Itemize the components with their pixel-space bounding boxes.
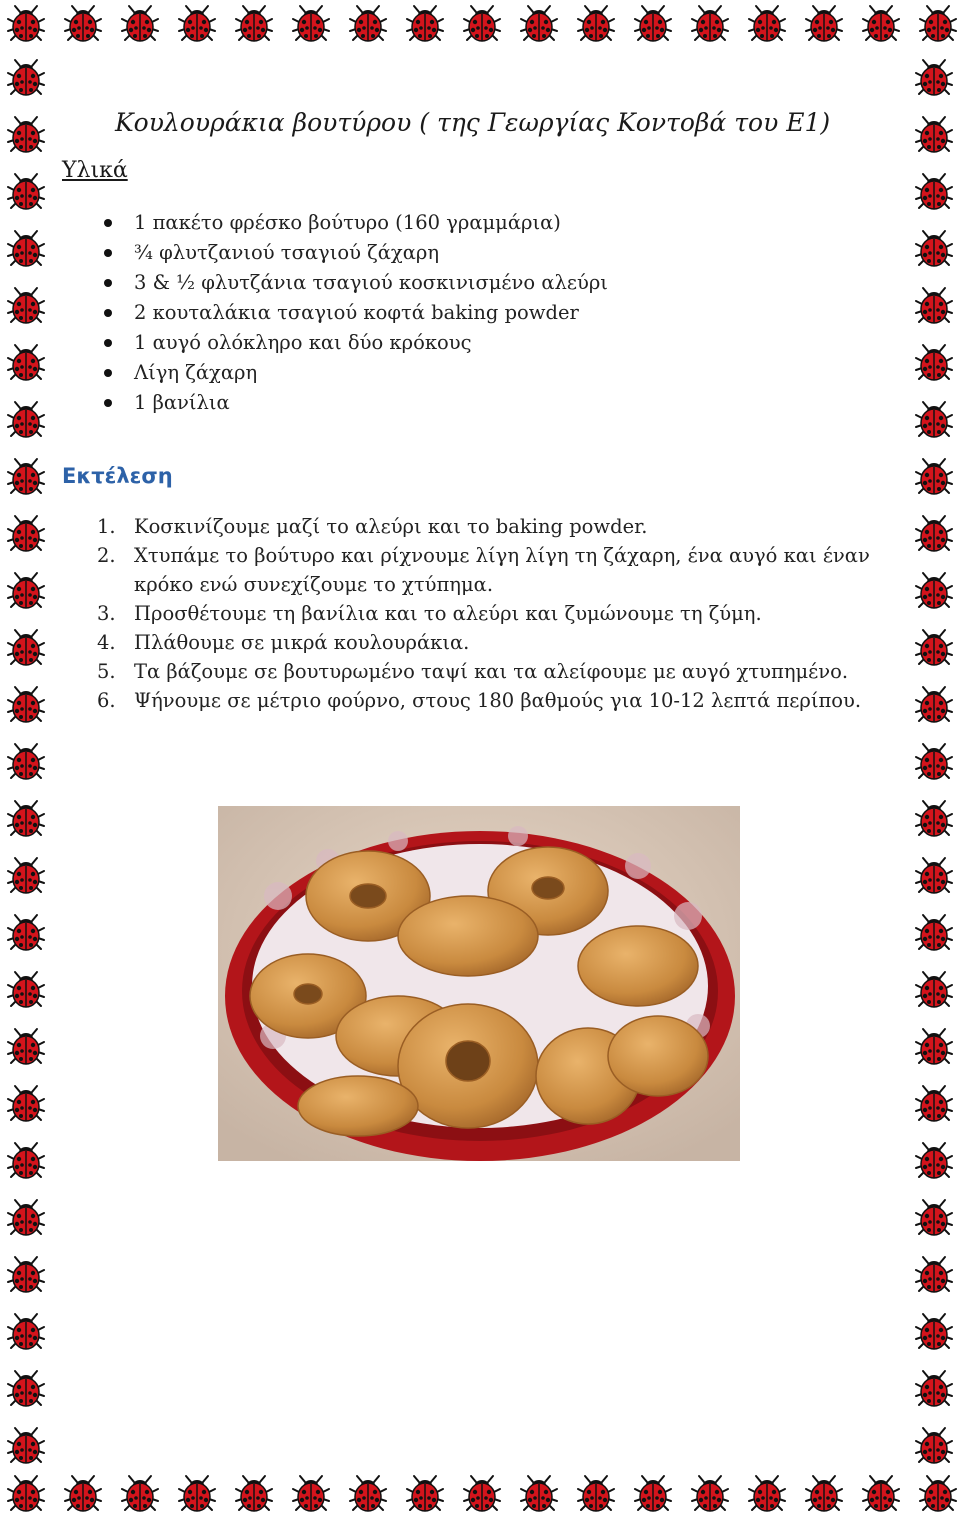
step-text: Ψήνουμε σε μέτριο φούρνο, στους 180 βαθμούς για 10-12 λεπτά περίπου. <box>134 689 862 712</box>
ladybug-icon <box>6 1027 46 1067</box>
list-item <box>97 628 907 657</box>
step-number: 3. <box>97 602 116 625</box>
ladybug-icon <box>177 4 217 44</box>
ladybug-border-bottom <box>0 1470 960 1517</box>
ladybug-border-right <box>906 50 960 1470</box>
ladybug-icon <box>6 343 46 383</box>
list-item <box>100 238 608 268</box>
ladybug-icon <box>914 400 954 440</box>
bullet-icon <box>104 219 112 227</box>
ladybug-icon <box>914 856 954 896</box>
ladybug-icon <box>914 1027 954 1067</box>
ladybug-border-left <box>0 50 58 1470</box>
ladybug-icon <box>6 742 46 782</box>
ladybug-icon <box>918 4 958 44</box>
ladybug-icon <box>6 1255 46 1295</box>
ladybug-icon <box>6 856 46 896</box>
ladybug-icon <box>291 4 331 44</box>
ladybug-icon <box>914 457 954 497</box>
list-item <box>100 298 608 328</box>
ladybug-icon <box>6 286 46 326</box>
ingredient-text: 1 αυγό ολόκληρο και δύο κρόκους <box>134 331 472 354</box>
list-item <box>100 388 608 418</box>
ladybug-icon <box>6 799 46 839</box>
ladybug-icon <box>914 1426 954 1466</box>
list-item <box>100 328 608 358</box>
step-number: 1. <box>97 515 116 538</box>
ladybug-icon <box>914 913 954 953</box>
ingredient-text: ¾ φλυτζανιού τσαγιού ζάχαρη <box>134 241 440 264</box>
ladybug-icon <box>918 1474 958 1514</box>
ladybug-icon <box>462 1474 502 1514</box>
list-item <box>97 512 907 541</box>
ladybug-icon <box>914 229 954 269</box>
ladybug-icon <box>804 1474 844 1514</box>
step-text: Πλάθουμε σε μικρά κουλουράκια. <box>134 631 470 654</box>
list-item <box>97 541 907 599</box>
ladybug-icon <box>6 400 46 440</box>
ladybug-icon <box>576 4 616 44</box>
ladybug-icon <box>405 4 445 44</box>
ladybug-icon <box>6 1198 46 1238</box>
ladybug-icon <box>6 1312 46 1352</box>
ladybug-icon <box>6 514 46 554</box>
bullet-icon <box>104 369 112 377</box>
ladybug-icon <box>519 4 559 44</box>
ladybug-icon <box>120 4 160 44</box>
ladybug-icon <box>6 685 46 725</box>
method-heading: Εκτέλεση <box>62 464 173 488</box>
ladybug-icon <box>6 457 46 497</box>
step-number: 4. <box>97 631 116 654</box>
ladybug-icon <box>914 970 954 1010</box>
ladybug-border-top <box>0 0 960 50</box>
ladybug-icon <box>348 1474 388 1514</box>
ladybug-icon <box>914 1369 954 1409</box>
ladybug-icon <box>861 1474 901 1514</box>
ladybug-icon <box>914 571 954 611</box>
steps-list <box>97 512 907 715</box>
ladybug-icon <box>234 1474 274 1514</box>
ingredient-text: 1 βανίλια <box>134 391 230 414</box>
ladybug-icon <box>914 685 954 725</box>
ladybug-icon <box>63 1474 103 1514</box>
ladybug-icon <box>914 115 954 155</box>
list-item <box>100 208 608 238</box>
step-text: Κοσκινίζουμε μαζί το αλεύρι και το baking powder. <box>134 515 648 538</box>
ladybug-icon <box>291 1474 331 1514</box>
ladybug-icon <box>6 115 46 155</box>
ladybug-icon <box>914 286 954 326</box>
ladybug-icon <box>6 229 46 269</box>
list-item <box>100 358 608 388</box>
step-number: 6. <box>97 689 116 712</box>
cookies-basket-photo <box>218 806 740 1161</box>
ladybug-icon <box>6 58 46 98</box>
list-item <box>100 268 608 298</box>
ladybug-icon <box>914 1084 954 1124</box>
ladybug-icon <box>462 4 502 44</box>
ladybug-icon <box>690 4 730 44</box>
step-number: 5. <box>97 660 116 683</box>
ladybug-icon <box>914 58 954 98</box>
bullet-icon <box>104 249 112 257</box>
ladybug-icon <box>519 1474 559 1514</box>
step-text: Χτυπάμε το βούτυρο και ρίχνουμε λίγη λίγη τη ζάχαρη, ένα αυγό και έναν κρόκο ενώ συνεχίζουμε το χτύπημα. <box>134 544 870 596</box>
list-item <box>97 686 907 715</box>
ladybug-icon <box>576 1474 616 1514</box>
ladybug-icon <box>6 970 46 1010</box>
ladybug-icon <box>234 4 274 44</box>
ladybug-icon <box>348 4 388 44</box>
ladybug-icon <box>6 1369 46 1409</box>
list-item <box>97 657 907 686</box>
ingredient-text: 3 & ½ φλυτζάνια τσαγιού κοσκινισμένο αλεύρι <box>134 271 608 294</box>
ladybug-icon <box>633 1474 673 1514</box>
ladybug-icon <box>633 4 673 44</box>
ladybug-icon <box>804 4 844 44</box>
ladybug-icon <box>6 1084 46 1124</box>
ladybug-icon <box>914 1198 954 1238</box>
ladybug-icon <box>914 799 954 839</box>
ingredients-heading: Υλικά <box>62 158 128 183</box>
ladybug-icon <box>6 913 46 953</box>
ladybug-icon <box>6 1141 46 1181</box>
step-text: Προσθέτουμε τη βανίλια και το αλεύρι και ζυμώνουμε τη ζύμη. <box>134 602 762 625</box>
ladybug-icon <box>6 1474 46 1514</box>
ladybug-icon <box>747 4 787 44</box>
ladybug-icon <box>120 1474 160 1514</box>
ladybug-icon <box>747 1474 787 1514</box>
ingredient-text: 1 πακέτο φρέσκο βούτυρο (160 γραμμάρια) <box>134 211 561 234</box>
ladybug-icon <box>914 343 954 383</box>
ladybug-icon <box>6 172 46 212</box>
ladybug-icon <box>914 1141 954 1181</box>
ladybug-icon <box>63 4 103 44</box>
ladybug-icon <box>861 4 901 44</box>
ladybug-icon <box>914 172 954 212</box>
bullet-icon <box>104 339 112 347</box>
bullet-icon <box>104 279 112 287</box>
ladybug-icon <box>914 628 954 668</box>
ingredient-text: 2 κουταλάκια τσαγιού κοφτά baking powder <box>134 301 579 324</box>
ladybug-icon <box>405 1474 445 1514</box>
ladybug-icon <box>6 4 46 44</box>
bullet-icon <box>104 309 112 317</box>
ladybug-icon <box>914 1255 954 1295</box>
ingredient-text: Λίγη ζάχαρη <box>134 361 258 384</box>
ladybug-icon <box>914 1312 954 1352</box>
ladybug-icon <box>6 628 46 668</box>
list-item <box>97 599 907 628</box>
ladybug-icon <box>690 1474 730 1514</box>
ladybug-icon <box>6 1426 46 1466</box>
step-text: Τα βάζουμε σε βουτυρωμένο ταψί και τα αλείφουμε με αυγό χτυπημένο. <box>134 660 849 683</box>
ladybug-icon <box>6 571 46 611</box>
ladybug-icon <box>914 514 954 554</box>
step-number: 2. <box>97 544 116 567</box>
ladybug-icon <box>177 1474 217 1514</box>
ingredients-list <box>100 208 608 418</box>
ladybug-icon <box>914 742 954 782</box>
recipe-title: Κουλουράκια βουτύρου ( της Γεωργίας Κοντοβά του Ε1) <box>115 108 831 137</box>
bullet-icon <box>104 399 112 407</box>
